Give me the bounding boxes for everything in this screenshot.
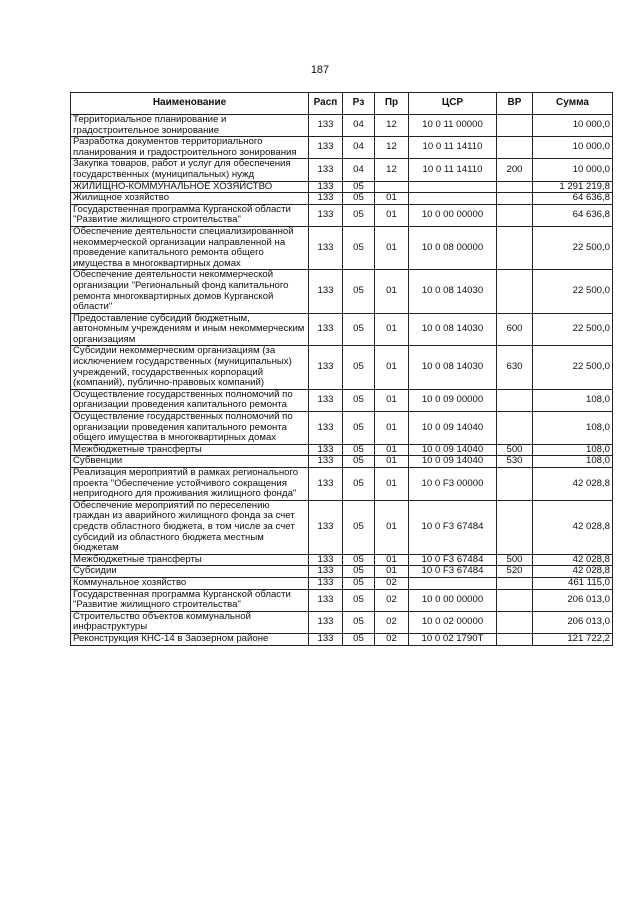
cell-rz: 05 bbox=[343, 270, 375, 313]
cell-pr: 01 bbox=[375, 456, 409, 468]
cell-name: Межбюджетные трансферты bbox=[71, 444, 309, 456]
cell-name: Обеспечение деятельности специализированной некоммерческой организации направленной на проведение капитального ремонта общего имущества в многоквартирных домах bbox=[71, 226, 309, 269]
cell-rasp: 133 bbox=[309, 611, 343, 633]
table-row bbox=[71, 313, 613, 346]
cell-sum: 22 500,0 bbox=[533, 313, 613, 346]
cell-pr: 02 bbox=[375, 611, 409, 633]
cell-vr bbox=[497, 270, 533, 313]
cell-sum: 22 500,0 bbox=[533, 346, 613, 389]
cell-rz: 05 bbox=[343, 193, 375, 205]
cell-pr: 01 bbox=[375, 468, 409, 501]
cell-name: Обеспечение деятельности некоммерческой организации "Региональный фонд капитального ремонта многоквартирных домов Курганской области" bbox=[71, 270, 309, 313]
cell-rz: 05 bbox=[343, 456, 375, 468]
cell-rasp: 133 bbox=[309, 566, 343, 578]
cell-csr: 10 0 F3 00000 bbox=[409, 468, 497, 501]
cell-name: Строительство объектов коммунальной инфраструктуры bbox=[71, 611, 309, 633]
cell-vr: 600 bbox=[497, 313, 533, 346]
cell-rasp: 133 bbox=[309, 633, 343, 645]
table-row bbox=[71, 181, 613, 193]
cell-name: Закупка товаров, работ и услуг для обеспечения государственных (муниципальных) нужд bbox=[71, 159, 309, 181]
cell-sum: 64 636,8 bbox=[533, 204, 613, 226]
table-row bbox=[71, 566, 613, 578]
cell-sum: 121 722,2 bbox=[533, 633, 613, 645]
cell-rasp: 133 bbox=[309, 204, 343, 226]
cell-vr: 520 bbox=[497, 566, 533, 578]
cell-name: Субвенции bbox=[71, 456, 309, 468]
cell-pr: 01 bbox=[375, 313, 409, 346]
cell-rz: 05 bbox=[343, 611, 375, 633]
cell-csr: 10 0 F3 67484 bbox=[409, 554, 497, 566]
cell-rasp: 133 bbox=[309, 115, 343, 137]
table-row bbox=[71, 500, 613, 554]
cell-rz: 05 bbox=[343, 444, 375, 456]
cell-rz: 05 bbox=[343, 468, 375, 501]
cell-name: Государственная программа Курганской области "Развитие жилищного строительства" bbox=[71, 204, 309, 226]
cell-name: Субсидии bbox=[71, 566, 309, 578]
cell-vr bbox=[497, 204, 533, 226]
cell-name: Реконструкция КНС-14 в Заозерном районе bbox=[71, 633, 309, 645]
cell-pr: 02 bbox=[375, 589, 409, 611]
cell-pr: 01 bbox=[375, 412, 409, 445]
cell-vr: 630 bbox=[497, 346, 533, 389]
cell-pr: 01 bbox=[375, 346, 409, 389]
cell-csr: 10 0 11 14110 bbox=[409, 137, 497, 159]
header-vr: ВР bbox=[497, 93, 533, 115]
cell-csr: 10 0 00 00000 bbox=[409, 589, 497, 611]
cell-rasp: 133 bbox=[309, 159, 343, 181]
cell-rz: 04 bbox=[343, 159, 375, 181]
table-row bbox=[71, 468, 613, 501]
cell-csr: 10 0 08 14030 bbox=[409, 346, 497, 389]
header-sum: Сумма bbox=[533, 93, 613, 115]
cell-pr: 01 bbox=[375, 566, 409, 578]
cell-csr: 10 0 11 14110 bbox=[409, 159, 497, 181]
cell-sum: 461 115,0 bbox=[533, 577, 613, 589]
cell-csr bbox=[409, 577, 497, 589]
table-row bbox=[71, 226, 613, 269]
cell-sum: 1 291 219,8 bbox=[533, 181, 613, 193]
cell-sum: 206 013,0 bbox=[533, 589, 613, 611]
cell-name: Субсидии некоммерческим организациям (за исключением государственных (муниципальных) учреждений, государственных корпораций (компаний), публично-правовых компаний) bbox=[71, 346, 309, 389]
cell-name: Осуществление государственных полномочий по организации проведения капитального ремонта bbox=[71, 389, 309, 411]
cell-vr bbox=[497, 577, 533, 589]
cell-pr bbox=[375, 181, 409, 193]
cell-pr: 02 bbox=[375, 633, 409, 645]
cell-rasp: 133 bbox=[309, 193, 343, 205]
cell-pr: 01 bbox=[375, 204, 409, 226]
table-row bbox=[71, 115, 613, 137]
budget-table bbox=[70, 92, 613, 646]
table-row bbox=[71, 412, 613, 445]
cell-pr: 01 bbox=[375, 554, 409, 566]
header-rasp: Расп bbox=[309, 93, 343, 115]
cell-sum: 64 636,8 bbox=[533, 193, 613, 205]
table-row bbox=[71, 159, 613, 181]
cell-rasp: 133 bbox=[309, 589, 343, 611]
table-row bbox=[71, 633, 613, 645]
cell-rz: 05 bbox=[343, 226, 375, 269]
cell-vr bbox=[497, 412, 533, 445]
cell-sum: 10 000,0 bbox=[533, 159, 613, 181]
cell-name: Коммунальное хозяйство bbox=[71, 577, 309, 589]
cell-csr: 10 0 09 14040 bbox=[409, 444, 497, 456]
cell-csr: 10 0 F3 67484 bbox=[409, 566, 497, 578]
cell-sum: 108,0 bbox=[533, 444, 613, 456]
cell-rz: 04 bbox=[343, 137, 375, 159]
cell-csr: 10 0 09 14040 bbox=[409, 456, 497, 468]
table-row bbox=[71, 444, 613, 456]
cell-rz: 05 bbox=[343, 566, 375, 578]
table-row bbox=[71, 389, 613, 411]
cell-rz: 05 bbox=[343, 204, 375, 226]
cell-rasp: 133 bbox=[309, 412, 343, 445]
table-row bbox=[71, 554, 613, 566]
cell-vr bbox=[497, 589, 533, 611]
cell-vr bbox=[497, 137, 533, 159]
cell-rasp: 133 bbox=[309, 181, 343, 193]
table-row bbox=[71, 577, 613, 589]
cell-name: Предоставление субсидий бюджетным, автономным учреждениям и иным некоммерческим организациям bbox=[71, 313, 309, 346]
cell-rasp: 133 bbox=[309, 456, 343, 468]
table-body bbox=[71, 115, 613, 646]
cell-rasp: 133 bbox=[309, 226, 343, 269]
cell-rz: 05 bbox=[343, 346, 375, 389]
cell-vr bbox=[497, 115, 533, 137]
header-pr: Пр bbox=[375, 93, 409, 115]
header-rz: Рз bbox=[343, 93, 375, 115]
cell-vr: 200 bbox=[497, 159, 533, 181]
cell-name: Разработка документов территориального планирования и градостроительного зонирования bbox=[71, 137, 309, 159]
cell-rz: 05 bbox=[343, 389, 375, 411]
cell-pr: 12 bbox=[375, 115, 409, 137]
cell-sum: 108,0 bbox=[533, 412, 613, 445]
cell-rz: 05 bbox=[343, 412, 375, 445]
cell-rz: 05 bbox=[343, 181, 375, 193]
cell-rasp: 133 bbox=[309, 444, 343, 456]
page-number: 187 bbox=[310, 64, 330, 76]
cell-rasp: 133 bbox=[309, 500, 343, 554]
cell-vr bbox=[497, 193, 533, 205]
cell-name: Жилищное хозяйство bbox=[71, 193, 309, 205]
cell-rz: 05 bbox=[343, 577, 375, 589]
cell-csr: 10 0 11 00000 bbox=[409, 115, 497, 137]
cell-name: ЖИЛИЩНО-КОММУНАЛЬНОЕ ХОЗЯЙСТВО bbox=[71, 181, 309, 193]
cell-name: Обеспечение мероприятий по переселению граждан из аварийного жилищного фонда за счет средств областного бюджета, в том числе за счет субсидий из областного бюджета местным бюджетам bbox=[71, 500, 309, 554]
cell-csr: 10 0 02 00000 bbox=[409, 611, 497, 633]
cell-csr: 10 0 08 14030 bbox=[409, 270, 497, 313]
cell-vr bbox=[497, 500, 533, 554]
cell-vr bbox=[497, 389, 533, 411]
cell-sum: 42 028,8 bbox=[533, 468, 613, 501]
cell-rz: 05 bbox=[343, 633, 375, 645]
cell-rasp: 133 bbox=[309, 577, 343, 589]
cell-rz: 05 bbox=[343, 313, 375, 346]
cell-name: Осуществление государственных полномочий по организации проведения капитального ремонта общего имущества в многоквартирных домах bbox=[71, 412, 309, 445]
cell-name: Территориальное планирование и градостроительное зонирование bbox=[71, 115, 309, 137]
cell-csr: 10 0 09 00000 bbox=[409, 389, 497, 411]
cell-sum: 10 000,0 bbox=[533, 115, 613, 137]
cell-name: Государственная программа Курганской области "Развитие жилищного строительства" bbox=[71, 589, 309, 611]
cell-rasp: 133 bbox=[309, 554, 343, 566]
cell-pr: 01 bbox=[375, 193, 409, 205]
cell-sum: 42 028,8 bbox=[533, 500, 613, 554]
cell-sum: 42 028,8 bbox=[533, 566, 613, 578]
cell-pr: 01 bbox=[375, 270, 409, 313]
cell-csr: 10 0 08 14030 bbox=[409, 313, 497, 346]
table-row bbox=[71, 204, 613, 226]
cell-rz: 04 bbox=[343, 115, 375, 137]
cell-sum: 10 000,0 bbox=[533, 137, 613, 159]
cell-sum: 108,0 bbox=[533, 389, 613, 411]
cell-csr: 10 0 F3 67484 bbox=[409, 500, 497, 554]
table-row bbox=[71, 456, 613, 468]
table-row bbox=[71, 270, 613, 313]
cell-rz: 05 bbox=[343, 500, 375, 554]
cell-csr: 10 0 00 00000 bbox=[409, 204, 497, 226]
table-row bbox=[71, 137, 613, 159]
cell-vr: 500 bbox=[497, 554, 533, 566]
cell-sum: 42 028,8 bbox=[533, 554, 613, 566]
cell-sum: 22 500,0 bbox=[533, 226, 613, 269]
cell-sum: 22 500,0 bbox=[533, 270, 613, 313]
cell-sum: 108,0 bbox=[533, 456, 613, 468]
cell-rasp: 133 bbox=[309, 137, 343, 159]
cell-vr bbox=[497, 226, 533, 269]
cell-name: Межбюджетные трансферты bbox=[71, 554, 309, 566]
cell-vr bbox=[497, 633, 533, 645]
table-row bbox=[71, 346, 613, 389]
table-header-row bbox=[71, 93, 613, 115]
cell-vr bbox=[497, 181, 533, 193]
cell-csr: 10 0 02 1790Т bbox=[409, 633, 497, 645]
cell-pr: 01 bbox=[375, 444, 409, 456]
cell-vr bbox=[497, 611, 533, 633]
cell-rasp: 133 bbox=[309, 389, 343, 411]
cell-rasp: 133 bbox=[309, 313, 343, 346]
cell-pr: 01 bbox=[375, 500, 409, 554]
cell-rasp: 133 bbox=[309, 346, 343, 389]
cell-csr: 10 0 09 14040 bbox=[409, 412, 497, 445]
cell-pr: 12 bbox=[375, 137, 409, 159]
cell-vr: 500 bbox=[497, 444, 533, 456]
cell-pr: 01 bbox=[375, 226, 409, 269]
table-row bbox=[71, 589, 613, 611]
cell-vr bbox=[497, 468, 533, 501]
cell-pr: 02 bbox=[375, 577, 409, 589]
cell-rz: 05 bbox=[343, 589, 375, 611]
header-name: Наименование bbox=[71, 93, 309, 115]
cell-pr: 01 bbox=[375, 389, 409, 411]
cell-csr bbox=[409, 181, 497, 193]
cell-name: Реализация мероприятий в рамках регионального проекта "Обеспечение устойчивого сокращения непригодного для проживания жилищного фонда" bbox=[71, 468, 309, 501]
cell-csr: 10 0 08 00000 bbox=[409, 226, 497, 269]
table-row bbox=[71, 611, 613, 633]
cell-csr bbox=[409, 193, 497, 205]
header-csr: ЦСР bbox=[409, 93, 497, 115]
cell-sum: 206 013,0 bbox=[533, 611, 613, 633]
table-row bbox=[71, 193, 613, 205]
cell-rasp: 133 bbox=[309, 270, 343, 313]
cell-pr: 12 bbox=[375, 159, 409, 181]
cell-rasp: 133 bbox=[309, 468, 343, 501]
cell-vr: 530 bbox=[497, 456, 533, 468]
cell-rz: 05 bbox=[343, 554, 375, 566]
